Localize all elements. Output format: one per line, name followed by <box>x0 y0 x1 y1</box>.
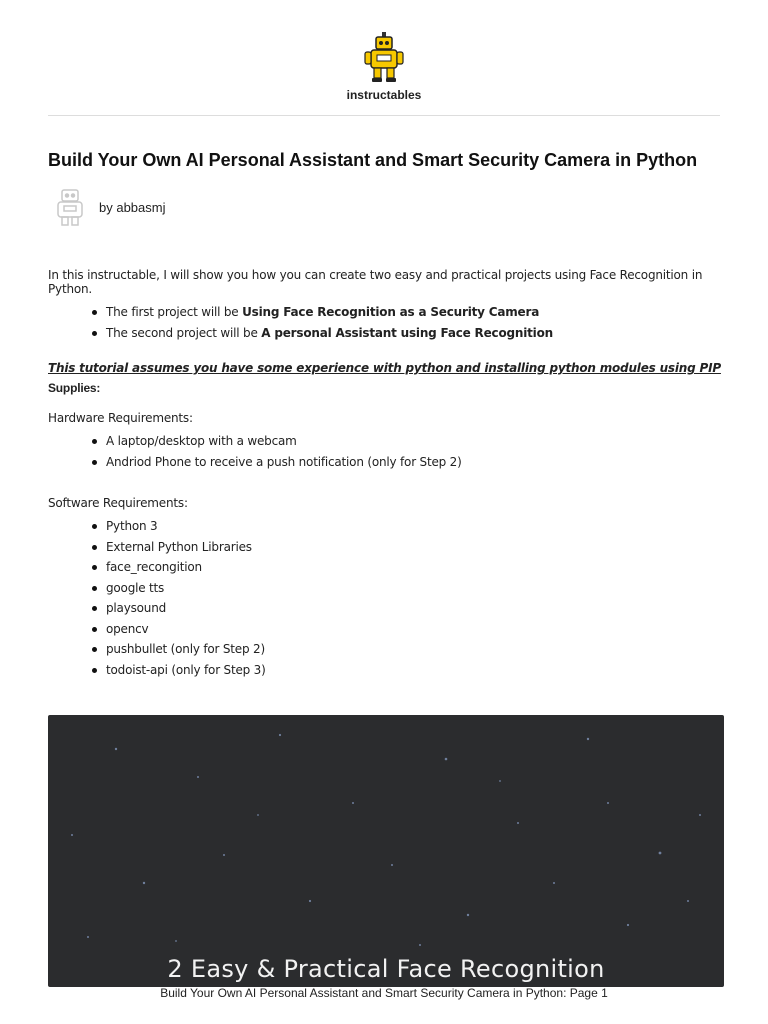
article-title: Build Your Own AI Personal Assistant and Smart Security Camera in Python <box>48 150 698 170</box>
article-body <box>48 268 728 680</box>
list-item-text: The second project will be <box>106 325 258 340</box>
author-avatar[interactable] <box>52 186 88 230</box>
prerequisite-note: This tutorial assumes you have some experience with python and installing python modules using PIP <box>48 361 721 375</box>
list-item <box>92 557 728 578</box>
header-divider <box>48 115 720 116</box>
list-item-text: Python 3 <box>106 519 158 533</box>
software-list <box>48 516 728 680</box>
bullet <box>92 439 97 444</box>
list-item-text: A laptop/desktop with a webcam <box>106 434 297 448</box>
list-item <box>92 639 728 660</box>
list-item-text: todoist-api (only for Step 3) <box>106 662 266 677</box>
list-item <box>92 323 728 344</box>
bullet <box>92 310 97 315</box>
brand-name[interactable]: instructables <box>346 88 422 102</box>
video-caption: 2 Easy & Practical Face Recognition <box>167 955 605 983</box>
list-item-bold: Using Face Recognition as a Security Camera <box>242 305 540 319</box>
starfield-background <box>48 715 724 987</box>
list-item <box>92 660 728 681</box>
hardware-heading: Hardware Requirements: <box>48 411 193 425</box>
bullet <box>92 668 97 673</box>
list-item <box>92 619 728 640</box>
bullet <box>92 460 97 465</box>
list-item <box>92 537 728 558</box>
site-header <box>0 32 768 102</box>
bullet <box>92 627 97 632</box>
intro-paragraph: In this instructable, I will show you how you can create two easy and practical projects using Face Recognition in Python. <box>48 268 703 296</box>
list-item-text: pushbullet (only for Step 2) <box>106 642 265 656</box>
author-byline[interactable]: by abbasmj <box>99 200 166 215</box>
list-item-text: The first project will be <box>106 305 239 319</box>
bullet <box>92 331 97 336</box>
list-item-text: face_recongition <box>106 560 202 574</box>
bullet <box>92 586 97 591</box>
robot-mascot-icon <box>362 32 406 84</box>
video-thumbnail[interactable] <box>48 715 724 987</box>
list-item-text: External Python Libraries <box>106 539 252 554</box>
supplies-label: Supplies: <box>48 381 101 395</box>
bullet <box>92 545 97 550</box>
bullet <box>92 524 97 529</box>
bullet <box>92 647 97 652</box>
list-item-bold: A personal Assistant using Face Recognition <box>261 325 553 340</box>
bullet <box>92 565 97 570</box>
list-item <box>92 302 728 323</box>
list-item <box>92 578 728 599</box>
page-footer: Build Your Own AI Personal Assistant and Smart Security Camera in Python: Page 1 <box>160 986 608 1000</box>
list-item <box>92 598 728 619</box>
list-item-text: Andriod Phone to receive a push notification (only for Step 2) <box>106 454 462 469</box>
list-item <box>92 431 728 452</box>
hardware-list <box>48 431 728 472</box>
software-heading: Software Requirements: <box>48 496 188 510</box>
list-item-text: google tts <box>106 580 165 595</box>
bullet <box>92 606 97 611</box>
list-item-text: playsound <box>106 601 167 615</box>
list-item <box>92 452 728 473</box>
list-item <box>92 516 728 537</box>
projects-list <box>48 302 728 343</box>
list-item-text: opencv <box>106 621 149 636</box>
